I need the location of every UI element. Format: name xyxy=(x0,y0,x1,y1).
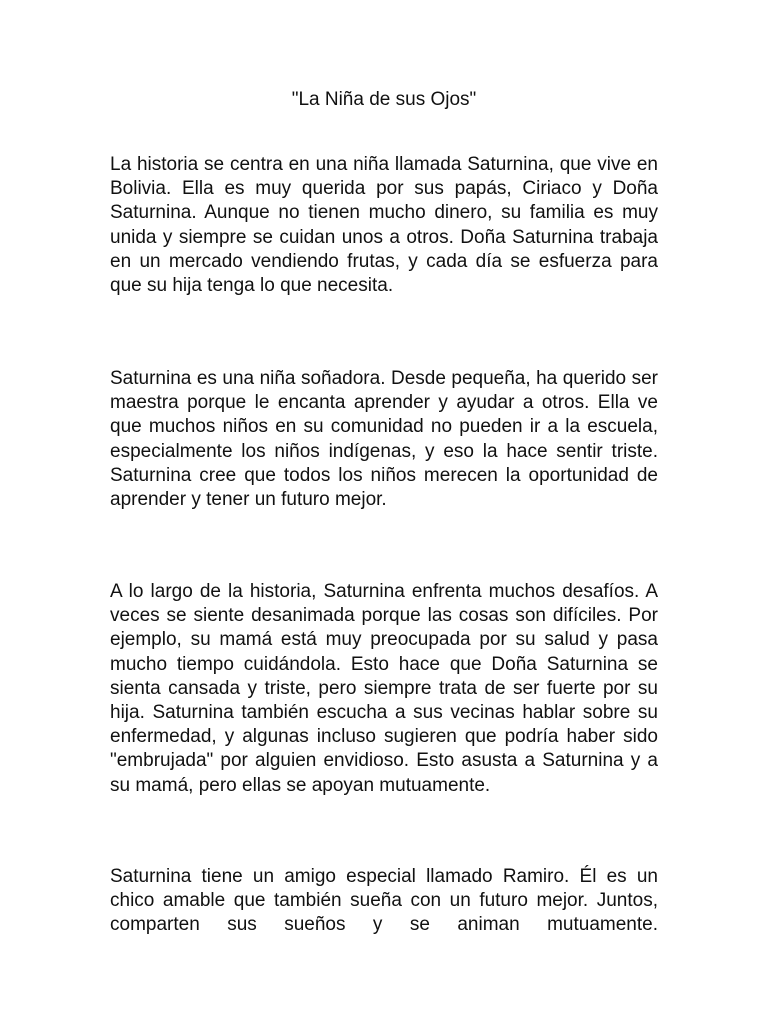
paragraph-4: Saturnina tiene un amigo especial llamado Ramiro. Él es un chico amable que también sueña con un futuro mejor. Juntos, comparten sus sueños y se animan mutuamente. xyxy=(110,866,658,936)
paragraph-1: La historia se centra en una niña llamada Saturnina, que vive en Bolivia. Ella es muy querida por sus papás, Ciriaco y Doña Saturnina. Aunque no tienen mucho dinero, su familia es muy unida y siempre se cuidan unos a otros. Doña Saturnina trabaja en un mercado vendiendo frutas, y cada día se esfuerza para que su hija tenga lo que necesita. xyxy=(110,154,658,297)
paragraph-3: A lo largo de la historia, Saturnina enfrenta muchos desafíos. A veces se siente desanimada porque las cosas son difíciles. Por ejemplo, su mamá está muy preocupada por su salud y pasa mucho tiempo cuidándola. Esto hace que Doña Saturnina se sienta cansada y triste, pero siempre trata de ser fuerte por su hija. Saturnina también escucha a sus vecinas hablar sobre su enfermedad, y algunas incluso sugieren que podría haber sido "embrujada" por alguien envidioso. Esto asusta a Saturnina y a su mamá, pero ellas se apoyan mutuamente. xyxy=(110,581,658,796)
paragraph-2: Saturnina es una niña soñadora. Desde pequeña, ha querido ser maestra porque le encanta aprender y ayudar a otros. Ella ve que muchos niños en su comunidad no pueden ir a la escuela, especialmente los niños indígenas, y eso la hace sentir triste. Saturnina cree que todos los niños merecen la oportunidad de aprender y tener un futuro mejor. xyxy=(110,368,658,511)
document-title: "La Niña de sus Ojos" xyxy=(291,89,477,110)
